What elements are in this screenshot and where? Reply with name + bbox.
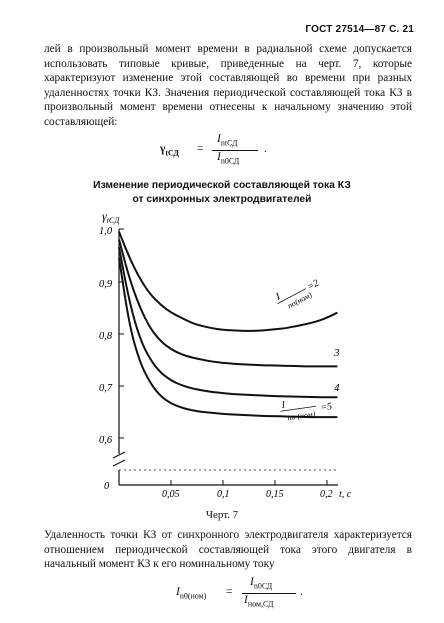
figure-label: Черт. 7 bbox=[205, 509, 239, 521]
curve3-label: 4 bbox=[334, 382, 340, 394]
y-tick-label-1-0: 1,0 bbox=[99, 226, 113, 237]
page-header: ГОСТ 27514—87 С. 21 bbox=[305, 24, 414, 35]
svg-text:по(ном): по(ном) bbox=[286, 290, 314, 311]
curve-3 bbox=[119, 247, 337, 397]
paragraph-remoteness: Удаленность точки КЗ от синхронного электродвигателя характеризуется отношением периодической составляющей тока этого двигателя в начальный момент КЗ к его номинальному току bbox=[44, 529, 412, 571]
remoteness-formula bbox=[176, 576, 316, 610]
formula2-numerator: $I_{n0СД}$ bbox=[250, 576, 273, 591]
svg-text:=2: =2 bbox=[305, 277, 321, 293]
svg-text:I: I bbox=[274, 291, 283, 303]
curves-group bbox=[119, 232, 337, 418]
y-tick-label-0-6: 0,6 bbox=[99, 435, 113, 446]
x-tick-label-0-15: 0,15 bbox=[266, 489, 284, 500]
y-tick-label-0-8: 0,8 bbox=[99, 331, 113, 342]
y-axis-label: $\gamma_{tСД}$ bbox=[102, 209, 120, 225]
formula-numerator: $I_{ntСД}$ bbox=[217, 133, 238, 148]
curve-2 bbox=[119, 240, 337, 367]
formula2-denominator: $I_{ном,СД}$ bbox=[244, 594, 274, 609]
x-ticks bbox=[171, 480, 327, 485]
x-tick-label-0-1: 0,1 bbox=[217, 489, 230, 500]
paragraph-intro: лей в произвольный момент времени в радиальной схеме допускается использовать типовые кривые, приведенные на черт. 7, которые характеризуют изменение этой составляющей во времени при разных удаленностях точки КЗ. Значения периодической составляющей тока КЗ в произвольный момент времени отнесены к начальному значению этой составляющей: bbox=[44, 43, 412, 128]
x-tick-label-0-05: 0,05 bbox=[162, 489, 180, 500]
formula2-period: . bbox=[300, 586, 303, 598]
svg-text:по (ном): по (ном) bbox=[286, 409, 316, 423]
svg-text:=5: =5 bbox=[319, 401, 333, 414]
chart-title-line2: от синхронных электродвигателей bbox=[132, 194, 312, 205]
axis-break-mark-2 bbox=[113, 460, 125, 466]
formula-period: . bbox=[264, 143, 267, 155]
curve1-annotation bbox=[272, 272, 323, 314]
y-tick-label-0-9: 0,9 bbox=[99, 279, 113, 290]
formula2-lhs: $I_{n0(ном)}$ bbox=[176, 586, 207, 601]
formula-lhs: $\gamma_{tСД}$ bbox=[160, 143, 179, 158]
formula-denominator: $I_{n0СД}$ bbox=[217, 151, 240, 166]
curve-1 bbox=[119, 232, 337, 331]
chart-title-line1: Изменение периодической составляющей тока КЗ bbox=[93, 180, 351, 191]
y-tick-label-0: 0 bbox=[104, 481, 110, 492]
formula-equals: = bbox=[197, 143, 204, 155]
y-tick-label-0-7: 0,7 bbox=[99, 383, 113, 394]
svg-text:I: I bbox=[280, 399, 286, 411]
formula2-equals: = bbox=[226, 586, 233, 598]
curve2-label: 3 bbox=[334, 347, 340, 359]
x-axis-label: t, c bbox=[339, 489, 352, 500]
x-tick-label-0-2: 0,2 bbox=[320, 489, 333, 500]
